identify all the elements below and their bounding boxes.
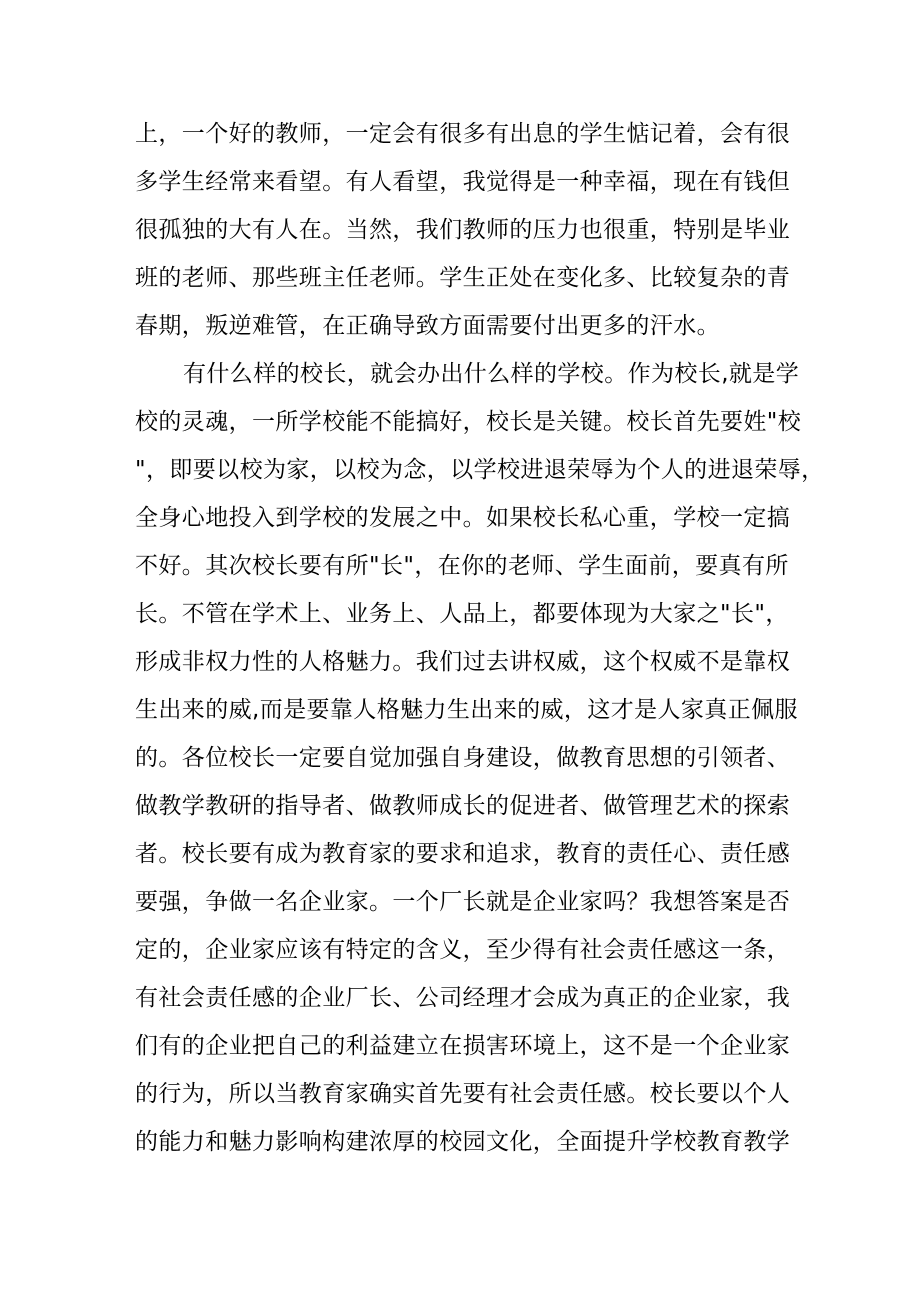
text-line: 的。各位校长一定要自觉加强自身建设，做教育思想的引领者、 — [135, 745, 791, 771]
text-line: 校的灵魂，一所学校能不能搞好，校长是关键。校长首先要姓"校 — [135, 409, 802, 435]
text-line: 的行为，所以当教育家确实首先要有社会责任感。校长要以个人 — [135, 1081, 791, 1107]
text-line: 形成非权力性的人格魅力。我们过去讲权威，这个权威不是靠权 — [135, 649, 791, 675]
text-line: 全身心地投入到学校的发展之中。如果校长私心重，学校一定搞 — [135, 505, 791, 531]
text-line: 要强，争做一名企业家。一个厂长就是企业家吗？我想答案是否 — [135, 889, 791, 915]
text-line: "，即要以校为家，以校为念，以学校进退荣辱为个人的进退荣辱， — [135, 457, 825, 483]
text-line: 春期，叛逆难管，在正确导致方面需要付出更多的汗水。 — [135, 313, 720, 339]
text-line: 长。不管在学术上、业务上、人品上，都要体现为大家之"长"， — [135, 601, 789, 627]
body-text — [135, 110, 825, 1166]
text-line: 有社会责任感的企业厂长、公司经理才会成为真正的企业家，我 — [135, 985, 791, 1011]
text-line: 做教学教研的指导者、做教师成长的促进者、做管理艺术的探索 — [135, 793, 791, 819]
text-line: 定的，企业家应该有特定的含义，至少得有社会责任感这一条， — [135, 937, 791, 963]
text-line: 多学生经常来看望。有人看望，我觉得是一种幸福，现在有钱但 — [135, 169, 791, 195]
text-line: 的能力和魅力影响构建浓厚的校园文化，全面提升学校教育教学 — [135, 1129, 791, 1155]
paragraph-first-line: 有什么样的校长，就会办出什么样的学校。作为校长,就是学 — [183, 361, 800, 387]
text-line: 很孤独的大有人在。当然，我们教师的压力也很重，特别是毕业 — [135, 217, 791, 243]
text-line: 者。校长要有成为教育家的要求和追求，教育的责任心、责任感 — [135, 841, 791, 867]
text-line: 们有的企业把自己的利益建立在损害环境上，这不是一个企业家 — [135, 1033, 791, 1059]
text-line: 上，一个好的教师，一定会有很多有出息的学生惦记着，会有很 — [135, 121, 791, 147]
text-line: 不好。其次校长要有所"长"，在你的老师、学生面前，要真有所 — [135, 553, 789, 579]
text-line: 班的老师、那些班主任老师。学生正处在变化多、比较复杂的青 — [135, 265, 791, 291]
text-line: 生出来的威,而是要靠人格魅力生出来的威，这才是人家真正佩服 — [135, 697, 798, 723]
